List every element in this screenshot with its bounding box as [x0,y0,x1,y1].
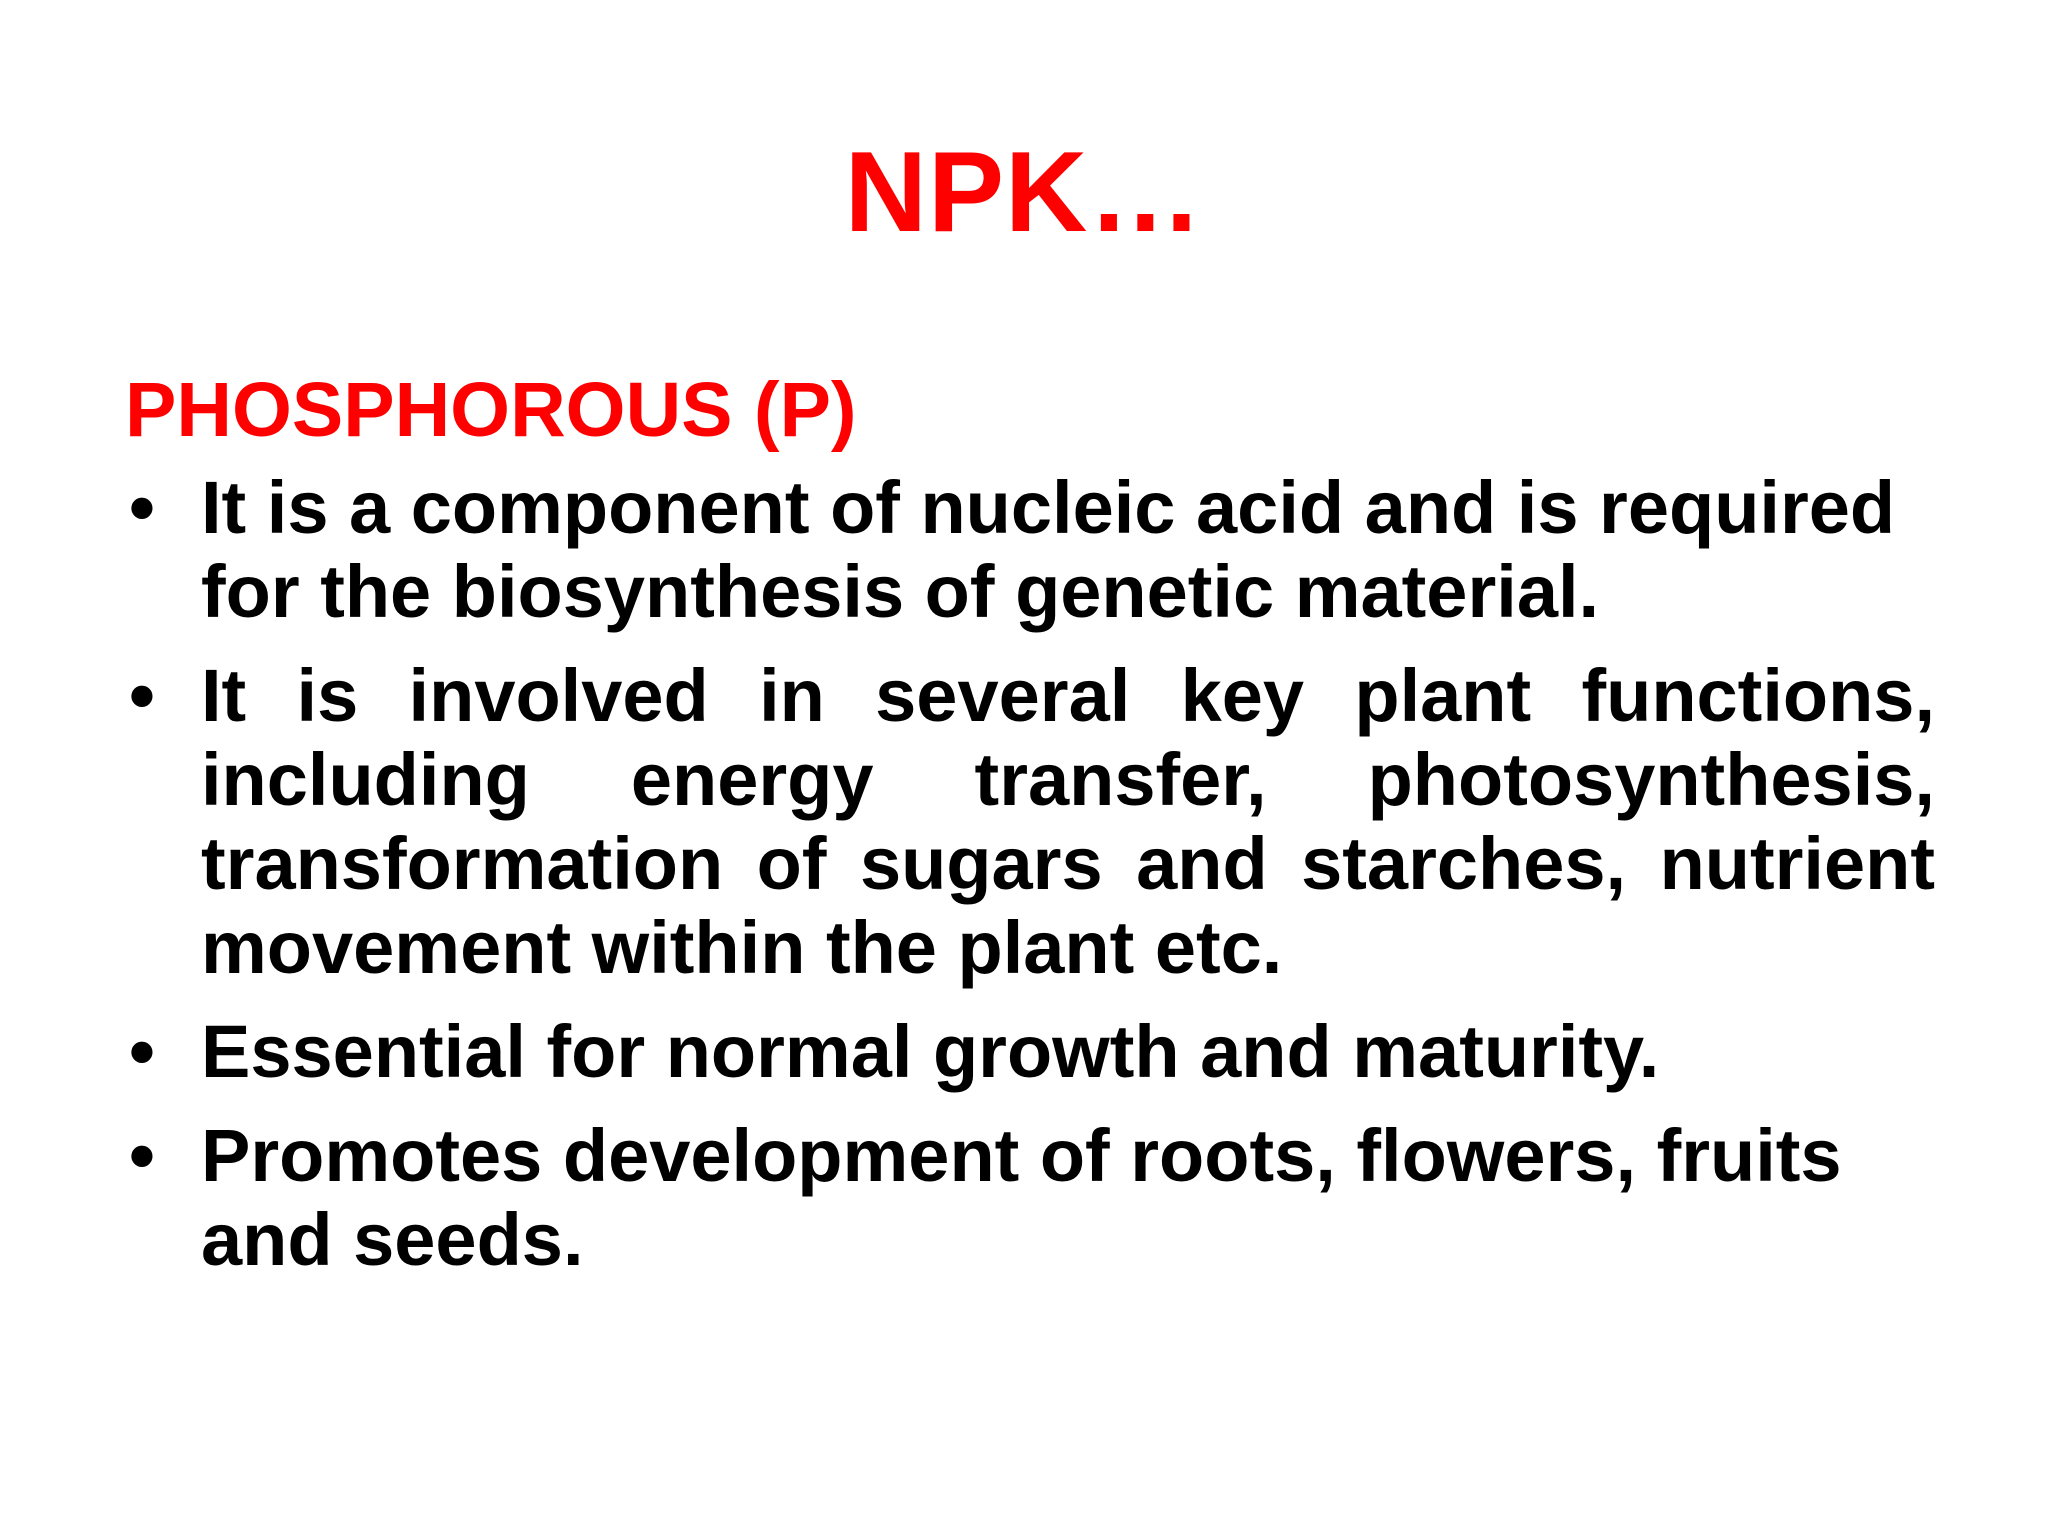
bullet-dot-icon: • [129,466,155,549]
bullet-text: It is a component of nucleic acid and is required for the biosynthesis of genetic material. [201,466,1896,633]
bullet-dot-icon: • [129,1114,155,1197]
bullet-text: Promotes development of roots, flowers, fruits and seeds. [201,1114,1842,1281]
bullet-item [125,654,1935,990]
bullet-item [125,466,1935,634]
bullet-dot-icon: • [129,1010,155,1093]
slide-title: NPK… [844,129,1204,256]
bullet-item [125,1010,1935,1094]
bullet-dot-icon: • [129,654,155,737]
section-heading: PHOSPHOROUS (P) [125,367,857,453]
slide-content [125,362,1935,1302]
bullet-text: Essential for normal growth and maturity. [201,1010,1660,1093]
bullet-list [125,466,1935,1282]
bullet-text: It is involved in several key plant functions, including energy transfer, photosynthesis, transformation of sugars and starches, nutrient movement within the plant etc. [201,654,1935,989]
bullet-item [125,1114,1935,1282]
